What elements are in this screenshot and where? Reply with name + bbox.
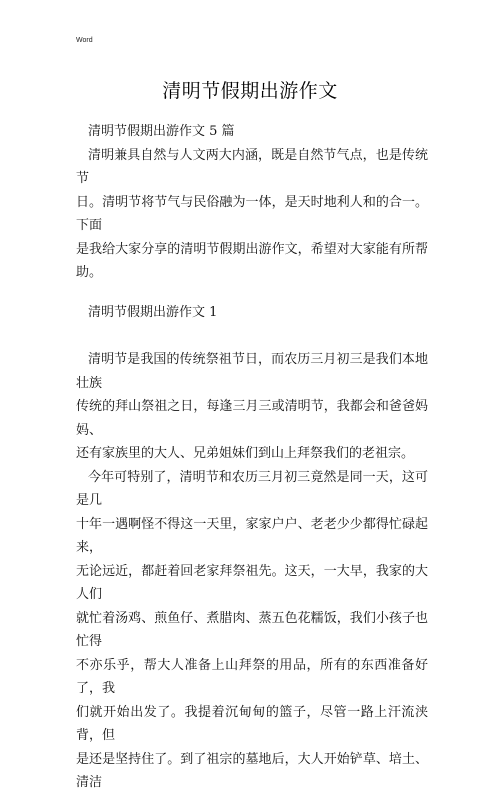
section-heading: 清明节假期出游作文 1 (88, 304, 218, 320)
subtitle-line: 清明节假期出游作文 5 篇 (88, 124, 235, 139)
paragraph-line: 无论远近，都赶着回老家拜祭祖先。这天，一大早，我家的大人们 (76, 563, 428, 602)
paragraph-gap (76, 285, 428, 301)
intro-line: 清明兼具自然与人文两大内涵，既是自然节气点，也是传统节 (76, 147, 428, 186)
paragraph-line: 还有家族里的大人、兄弟姐妹们到山上拜祭我们的老祖宗。 (76, 446, 415, 461)
document-title: 清明节假期出游作文 (162, 80, 338, 102)
paragraph-gap (76, 324, 428, 348)
paragraph-line: 传统的拜山祭祖之日，每逢三月三或清明节，我都会和爸爸妈妈、 (76, 399, 428, 438)
header-label: Word (76, 37, 93, 44)
paragraph-line: 清明节是我国的传统祭祖节日，而农历三月初三是我们本地壮族 (76, 352, 428, 391)
intro-line: 是我给大家分享的清明节假期出游作文，希望对大家能有所帮助。 (76, 241, 428, 280)
paragraph-line: 是还是坚持住了。到了祖宗的墓地后，大人开始铲草、培土、清洁 (76, 751, 428, 790)
document-body (76, 120, 428, 795)
paragraph-line: 今年可特别了，清明节和农历三月初三竟然是同一天，这可是几 (76, 469, 428, 508)
intro-line: 日。清明节将节气与民俗融为一体，是天时地利人和的合一。下面 (76, 194, 428, 233)
paragraph-line: 就忙着汤鸡、煎鱼仔、煮腊肉、蒸五色花糯饭，我们小孩子也忙得 (76, 610, 428, 649)
paragraph-line: 不亦乐乎，帮大人准备上山拜祭的用品，所有的东西准备好了，我 (76, 657, 428, 696)
paragraph-line: 十年一遇啊怪不得这一天里，家家户户、老老少少都得忙碌起来， (76, 516, 428, 555)
paragraph-line: 们就开始出发了。我提着沉甸甸的篮子，尽管一路上汗流浃背，但 (76, 704, 428, 743)
